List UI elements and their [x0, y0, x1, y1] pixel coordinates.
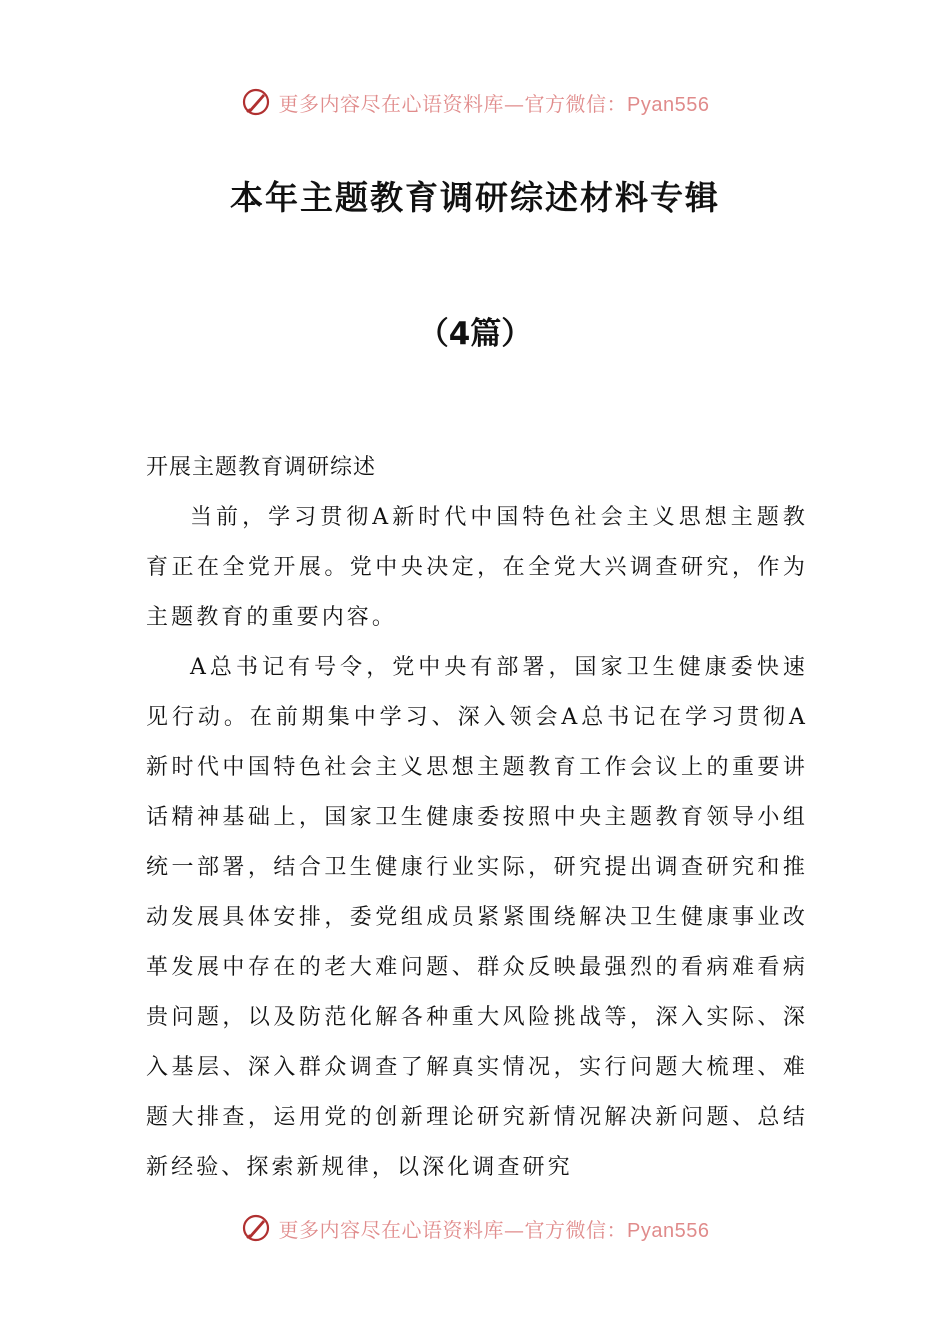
document-subtitle: （4篇） [417, 316, 533, 352]
paragraph: A总书记有号令，党中央有部署，国家卫生健康委快速见行动。在前期集中学习、深入领会A总书记在学习贯彻A新时代中国特色社会主义思想主题教育工作会议上的重要讲话精神基础上，国家卫生健康委按照中央主题教育领导小组统一部署，结合卫生健康行业实际，研究提出调查研究和推动发展具体安排，委党组成员紧紧围绕解决卫生健康事业改革发展中存在的老大难问题、群众反映最强烈的看病难看病贵问题，以及防范化解各种重大风险挑战等，深入实际、深入基层、深入群众调查了解真实情况，实行问题大梳理、难题大排查，运用党的创新理论研究新情况解决新问题、总结新经验、探索新规律，以深化调查研究 [146, 655, 808, 1180]
document-body [146, 443, 808, 1193]
quill-logo-icon [241, 1213, 271, 1243]
document-title: 本年主题教育调研综述材料专辑 [230, 178, 720, 217]
watermark-header [0, 82, 950, 122]
paragraph: 当前，学习贯彻A新时代中国特色社会主义思想主题教育正在全党开展。党中央决定，在全党大兴调查研究，作为主题教育的重要内容。 [146, 505, 808, 630]
watermark-text: 更多内容尽在心语资料库—官方微信：Pyan556 [278, 91, 710, 116]
section-heading: 开展主题教育调研综述 [146, 455, 377, 480]
watermark-footer [0, 1208, 950, 1248]
wechat-id: Pyan556 [627, 93, 710, 116]
quill-logo-icon [241, 87, 271, 117]
wechat-id: Pyan556 [627, 1219, 710, 1242]
watermark-text: 更多内容尽在心语资料库—官方微信：Pyan556 [278, 1217, 710, 1242]
